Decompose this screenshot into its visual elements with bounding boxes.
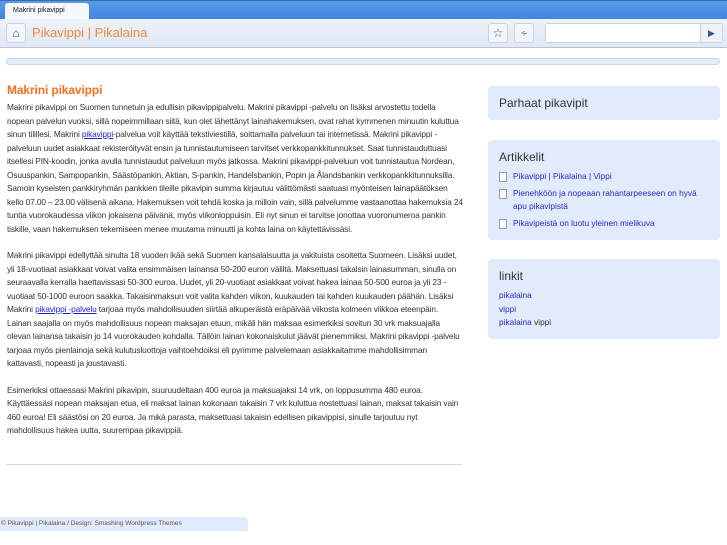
pikavippi-palvelu-link[interactable]: pikavippi -palvelu (35, 304, 97, 314)
home-icon[interactable]: ⌂ (6, 23, 26, 43)
footer: © Pikavippi | Pikalaina / Design: Smashing Wordpress Themes (0, 517, 248, 531)
article-link[interactable] (499, 187, 709, 213)
document-icon (499, 219, 507, 229)
widget-articles (488, 140, 720, 240)
text: -palvelua voit käyttää tekstiviestillä, soittamalla palveluun tai internetissä. Makrini pikavippi -palveluun uudet asiakkaat rekisteröityvät ensin ja tunnistautumiseen tarvitset verkkopankkitunnukset. Saat tunnistauduttuasi itsellesi PIN-koodin, jonka avulla tunnistaudut palveluun myös jatkossa. Makrini pikavippi-palveluun voit tunnistautua Nordean, Osuuspankin, Sampopankin, Säästöpankin, Aktian, S-pankin, Handelsbankin, Popin ja Ålandsbankin verkkopankkitunnuksilla. Samoin kyseisten pankkiryhmän pankkien tileille pikavipin summa kirjautuu välittömästi saatuasi myönteisen lainapäätöksen kello 07.00 – 23.00 välisenä aikana. Hakemuksen voit tehdä koska ja milloin vain, sillä palvelumme vastaanottaa hakemuksia 24 tuntia vuorokaudessa viikon jokaisena päivänä, myös viikonloppuisin. Eli nyt sinun ei tarvitse jonottaa vuoronumeroa pankin tiskille, vaan hakemuksen tekemiseen menee muutama minuutti ja kohta laina on käytettävissäsi. (7, 129, 463, 234)
document-icon (499, 172, 507, 182)
divider (6, 464, 462, 465)
pikavippi-link[interactable]: pikavippi (81, 129, 114, 139)
nav-bar (6, 58, 720, 65)
link-pikalaina[interactable]: pikalaina (499, 290, 532, 300)
browser-tab[interactable]: Makrini pikavippi (5, 3, 89, 20)
paragraph: Esimerkiksi ottaessasi Makrini pikavipin, suuruudeltaan 400 euroa ja maksuajaksi 14 vrk, on loppusumma 480 euroa. Käyttäessäsi nopean maksajan etua, eli maksat lainan kokonaan takaisin 7 vrk kuluttua nostettuasi lainan, maksat takaisin vain 460 euroa! Eli säästösi on 20 euroa. Ja mikä parasta, maksettuasi takaisin edellisen pikavippisi, sinulle tarjoutuu nyt mahdollisuus hakea uutta, suurempaa pikavippiä. (7, 384, 459, 435)
text: tarjoaa myös mahdollisuuden siirtää alkuperäistä eräpäivää viikosta kolmeen viikkoa eteenpäin. Lainan saajalla on myös mahdollisuus nopean maksajan etuun, mikäli hän maksaa esimerkiksi sovitun 30 vrk maksuajalla olevan lainansa takaisin jo 14 vuorokauden kohdalla. Tällöin lainan kokonaiskulut jäävät pienemmiksi. Makrini pikavippi -palvelu tarjoaa myös pienlainoja sekä kulutusluottoja vaihtoehdoiksi eli pyrimme palvelemaan asiakkaitamme mahdollisimman kattavasti, nopeasti ja joustavasti. (7, 304, 460, 368)
link-vippi[interactable]: vippi (499, 303, 517, 314)
widget-title: Parhaat pikavipit (499, 96, 588, 110)
widget-title: Artikkelit (499, 150, 545, 164)
article-link[interactable] (499, 217, 709, 230)
widget-links (488, 259, 720, 339)
search-box (545, 23, 723, 43)
star-icon[interactable]: ☆ (488, 23, 508, 43)
article-link-label[interactable]: Pikavipeistä on luotu yleinen mielikuva (513, 218, 655, 228)
paragraph (7, 249, 463, 371)
paragraph (7, 101, 463, 236)
widget-title: linkit (499, 269, 524, 283)
text: Makrini pikavippi on Suomen tunnetuin ja edullisin pikavippipalvelu. Makrini pikavippi -palvelu on lisäksi arvostettu todella nopean palvelun vuoksi, sillä nopeimmillaan siitä, kun olet lähettänyt lainahakemuksen, ovat rahat kymmenen minuutin kuluttua sinun tilillesi. Makrini (7, 102, 459, 139)
widget-best (488, 86, 720, 120)
article (7, 82, 463, 451)
link-pikalaina-2[interactable]: pikalaina (499, 317, 532, 327)
browser-tab-bar (0, 0, 727, 19)
article-title: Makrini pikavippi (7, 83, 103, 97)
article-link-label[interactable]: Pienehköön ja nopeaan rahantarpeeseen on hyvä apu pikavipistä (513, 188, 697, 211)
rss-icon[interactable]: ∻ (514, 23, 534, 43)
search-input[interactable] (546, 24, 696, 42)
document-icon (499, 189, 507, 199)
article-link[interactable] (499, 170, 709, 183)
article-link-label[interactable]: Pikavippi | Pikalaina | Vippi (513, 171, 612, 181)
site-header (0, 19, 727, 48)
text: Makrini pikavippi edellyttää sinulta 18 vuoden ikää sekä Suomen kansalaisuutta ja vakituista osoitetta Suomeen. Lisäksi uudet, yli 18-vuotiaat asiakkaat voivat valita ensimmäisen lainansa 50-200 euron väliltä. Maksettuasi takaisin lainasumman, sinulla on seuraavalla kerralla haettavissasi 50-300 euroa. Uudet, yli 20-vuotiaat asiakkaat voivat hakea lainaa 50-500 euroa ja yli 23 -vuotiaat 50-1000 euroon saakka. Takaisinmaksun voit valita kahden viikon, kuukauden tai kahden kuukauden päähän. Lisäksi Makrini (7, 250, 457, 314)
search-submit-icon[interactable]: ▶ (700, 24, 722, 42)
link-suffix: vippi (531, 317, 552, 327)
site-title[interactable]: Pikavippi | Pikalaina (32, 25, 148, 40)
